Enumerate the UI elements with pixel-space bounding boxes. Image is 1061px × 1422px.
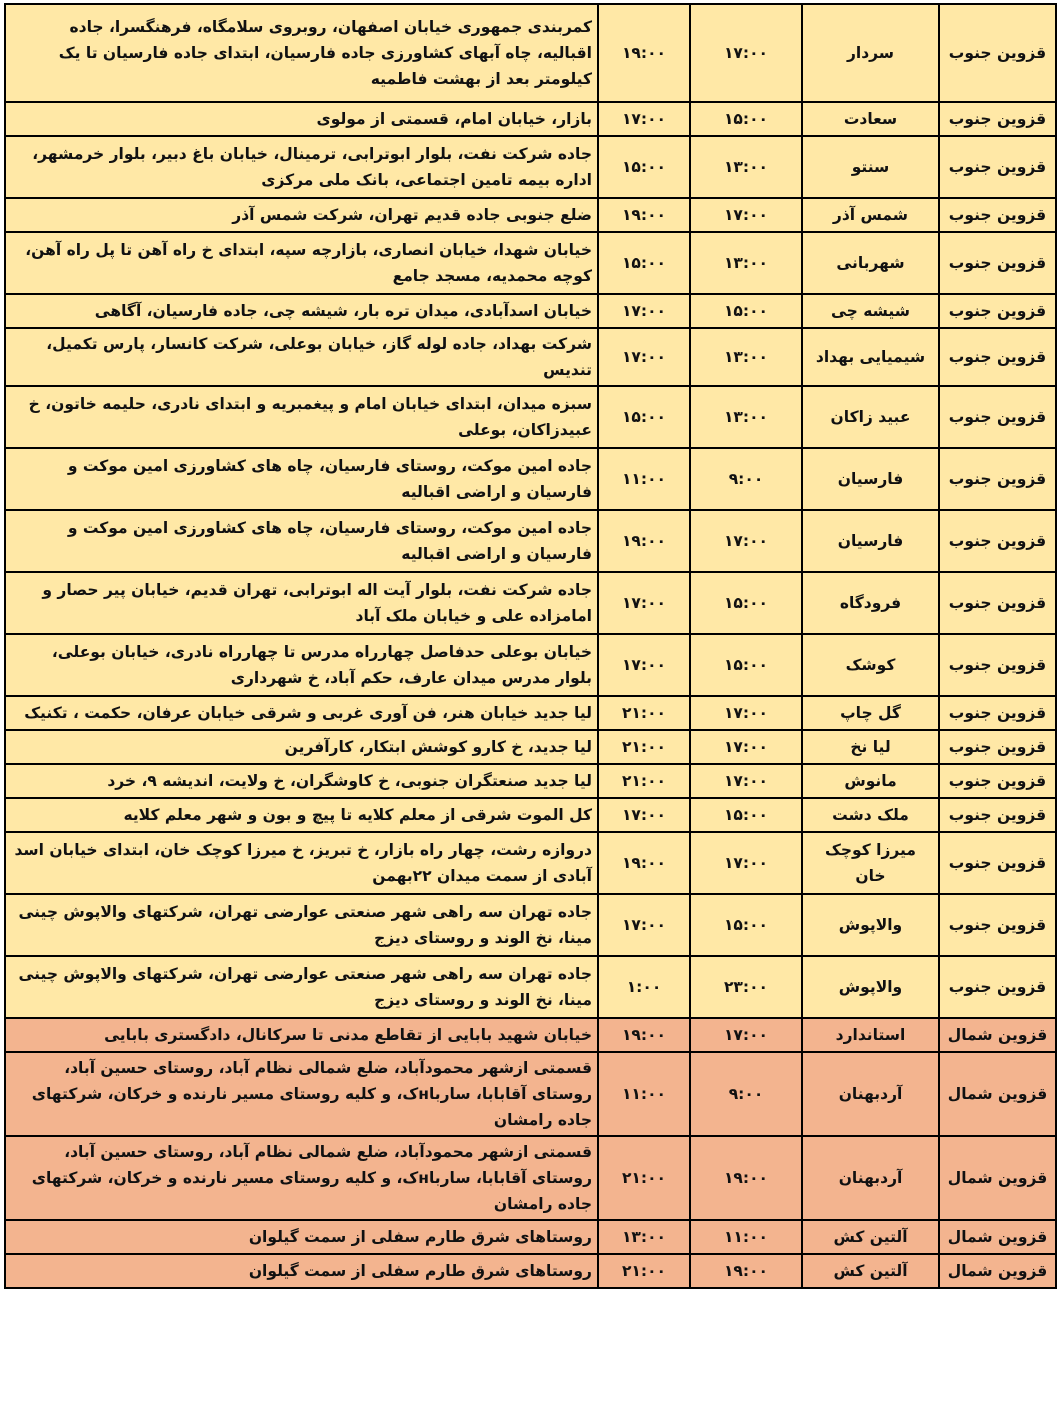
- end-time-cell: ۱:۰۰: [598, 956, 690, 1018]
- description-cell: لیا جدید، خ کارو کوشش ابتکار، کارآفرین: [5, 730, 598, 764]
- description-cell: کل الموت شرقی از معلم کلایه تا پیچ و بون و شهر معلم کلایه: [5, 798, 598, 832]
- region-cell: قزوین جنوب: [939, 198, 1056, 232]
- region-cell: قزوین جنوب: [939, 572, 1056, 634]
- start-time-cell: ۱۷:۰۰: [690, 4, 802, 102]
- description-cell: جاده امین موکت، روستای فارسیان، چاه های کشاورزی امین موکت و فارسیان و اراضی اقبالیه: [5, 448, 598, 510]
- end-time-cell: ۱۷:۰۰: [598, 894, 690, 956]
- start-time-cell: ۱۵:۰۰: [690, 102, 802, 136]
- table-row: [5, 136, 1056, 198]
- region-cell: قزوین جنوب: [939, 798, 1056, 832]
- area-cell: ملک دشت: [802, 798, 939, 832]
- table-row: [5, 198, 1056, 232]
- table-row: [5, 448, 1056, 510]
- area-cell: والاپوش: [802, 956, 939, 1018]
- end-time-cell: ۱۹:۰۰: [598, 510, 690, 572]
- end-time-cell: ۱۵:۰۰: [598, 136, 690, 198]
- start-time-cell: ۱۷:۰۰: [690, 510, 802, 572]
- end-time-cell: ۱۹:۰۰: [598, 198, 690, 232]
- area-cell: شهربانی: [802, 232, 939, 294]
- region-cell: قزوین جنوب: [939, 956, 1056, 1018]
- region-cell: قزوین شمال: [939, 1136, 1056, 1220]
- region-cell: قزوین جنوب: [939, 894, 1056, 956]
- end-time-cell: ۱۷:۰۰: [598, 294, 690, 328]
- region-cell: قزوین شمال: [939, 1018, 1056, 1052]
- start-time-cell: ۱۵:۰۰: [690, 894, 802, 956]
- area-cell: سنتو: [802, 136, 939, 198]
- end-time-cell: ۱۳:۰۰: [598, 1220, 690, 1254]
- start-time-cell: ۱۷:۰۰: [690, 764, 802, 798]
- region-cell: قزوین جنوب: [939, 634, 1056, 696]
- end-time-cell: ۱۱:۰۰: [598, 448, 690, 510]
- table-row: [5, 956, 1056, 1018]
- description-cell: شرکت بهداد، جاده لوله گاز، خیابان بوعلی، شرکت کانسار، پارس تکمیل، تندیس: [5, 328, 598, 386]
- table-row: [5, 328, 1056, 386]
- region-cell: قزوین شمال: [939, 1052, 1056, 1136]
- description-cell: خیابان اسدآبادی، میدان تره بار، شیشه چی، جاده فارسیان، آگاهی: [5, 294, 598, 328]
- area-cell: استاندارد: [802, 1018, 939, 1052]
- table-row: [5, 894, 1056, 956]
- start-time-cell: ۱۳:۰۰: [690, 328, 802, 386]
- end-time-cell: ۱۷:۰۰: [598, 572, 690, 634]
- description-cell: روستاهای شرق طارم سفلی از سمت گیلوان: [5, 1220, 598, 1254]
- area-cell: آردبهنان: [802, 1052, 939, 1136]
- region-cell: قزوین جنوب: [939, 448, 1056, 510]
- start-time-cell: ۱۷:۰۰: [690, 832, 802, 894]
- region-cell: قزوین جنوب: [939, 832, 1056, 894]
- table-row: [5, 634, 1056, 696]
- region-cell: قزوین جنوب: [939, 764, 1056, 798]
- start-time-cell: ۱۳:۰۰: [690, 136, 802, 198]
- area-cell: عبید زاکان: [802, 386, 939, 448]
- area-cell: میرزا کوچک خان: [802, 832, 939, 894]
- description-cell: جاده شرکت نفت، بلوار آیت اله ابوترابی، تهران قدیم، خیابان پیر حصار و امامزاده علی و خیابان ملک آباد: [5, 572, 598, 634]
- end-time-cell: ۲۱:۰۰: [598, 1254, 690, 1288]
- table-row: [5, 1220, 1056, 1254]
- description-cell: جاده تهران سه راهی شهر صنعتی عوارضی تهران، شرکتهای والاپوش چینی مینا، نخ الوند و روستای دیزج: [5, 956, 598, 1018]
- table-row: [5, 1052, 1056, 1136]
- region-cell: قزوین جنوب: [939, 4, 1056, 102]
- table-row: [5, 386, 1056, 448]
- area-cell: فارسیان: [802, 510, 939, 572]
- region-cell: قزوین جنوب: [939, 328, 1056, 386]
- table-row: [5, 832, 1056, 894]
- start-time-cell: ۱۷:۰۰: [690, 730, 802, 764]
- area-cell: آلتین کش: [802, 1254, 939, 1288]
- end-time-cell: ۲۱:۰۰: [598, 730, 690, 764]
- start-time-cell: ۱۵:۰۰: [690, 634, 802, 696]
- description-cell: ضلع جنوبی جاده قدیم تهران، شرکت شمس آذر: [5, 198, 598, 232]
- end-time-cell: ۱۵:۰۰: [598, 232, 690, 294]
- area-cell: آلتین کش: [802, 1220, 939, 1254]
- description-cell: جاده تهران سه راهی شهر صنعتی عوارضی تهران، شرکتهای والاپوش چینی مینا، نخ الوند و روستای دیزج: [5, 894, 598, 956]
- region-cell: قزوین جنوب: [939, 232, 1056, 294]
- start-time-cell: ۱۵:۰۰: [690, 572, 802, 634]
- region-cell: قزوین جنوب: [939, 696, 1056, 730]
- table-row: [5, 232, 1056, 294]
- end-time-cell: ۱۹:۰۰: [598, 832, 690, 894]
- description-cell: سبزه میدان، ابتدای خیابان امام و پیغمبریه و ابتدای نادری، حلیمه خاتون، خ عبیدزاکان، بوعلی: [5, 386, 598, 448]
- start-time-cell: ۱۱:۰۰: [690, 1220, 802, 1254]
- region-cell: قزوین جنوب: [939, 102, 1056, 136]
- end-time-cell: ۱۷:۰۰: [598, 328, 690, 386]
- table-row: [5, 1136, 1056, 1220]
- end-time-cell: ۱۹:۰۰: [598, 1018, 690, 1052]
- table-row: [5, 4, 1056, 102]
- start-time-cell: ۱۳:۰۰: [690, 386, 802, 448]
- region-cell: قزوین جنوب: [939, 386, 1056, 448]
- region-cell: قزوین شمال: [939, 1254, 1056, 1288]
- end-time-cell: ۱۷:۰۰: [598, 634, 690, 696]
- description-cell: قسمتی ازشهر محمودآباد، ضلع شمالی نظام آباد، روستای حسین آباد، روستای آقابابا، سارباнک، و کلیه روستای مسیر نارنده و خرکان، شرکتهای جاده رامشان: [5, 1136, 598, 1220]
- description-cell: لیا جدید خیابان هنر، فن آوری غربی و شرقی خیابان عرفان، حکمت ، تکنیک: [5, 696, 598, 730]
- end-time-cell: ۲۱:۰۰: [598, 1136, 690, 1220]
- start-time-cell: ۱۷:۰۰: [690, 696, 802, 730]
- start-time-cell: ۹:۰۰: [690, 448, 802, 510]
- table-row: [5, 764, 1056, 798]
- region-cell: قزوین جنوب: [939, 136, 1056, 198]
- description-cell: جاده امین موکت، روستای فارسیان، چاه های کشاورزی امین موکت و فارسیان و اراضی اقبالیه: [5, 510, 598, 572]
- end-time-cell: ۱۵:۰۰: [598, 386, 690, 448]
- table-row: [5, 1254, 1056, 1288]
- start-time-cell: ۱۳:۰۰: [690, 232, 802, 294]
- area-cell: گل چاپ: [802, 696, 939, 730]
- area-cell: فرودگاه: [802, 572, 939, 634]
- end-time-cell: ۲۱:۰۰: [598, 764, 690, 798]
- start-time-cell: ۹:۰۰: [690, 1052, 802, 1136]
- end-time-cell: ۱۱:۰۰: [598, 1052, 690, 1136]
- region-cell: قزوین جنوب: [939, 510, 1056, 572]
- area-cell: لیا نخ: [802, 730, 939, 764]
- start-time-cell: ۲۳:۰۰: [690, 956, 802, 1018]
- end-time-cell: ۱۷:۰۰: [598, 798, 690, 832]
- area-cell: مانوش: [802, 764, 939, 798]
- region-cell: قزوین شمال: [939, 1220, 1056, 1254]
- area-cell: شیمیایی بهداد: [802, 328, 939, 386]
- start-time-cell: ۱۷:۰۰: [690, 198, 802, 232]
- table-row: [5, 572, 1056, 634]
- table-row: [5, 696, 1056, 730]
- description-cell: روستاهای شرق طارم سفلی از سمت گیلوان: [5, 1254, 598, 1288]
- description-cell: بازار، خیابان امام، قسمتی از مولوی: [5, 102, 598, 136]
- area-cell: سعادت: [802, 102, 939, 136]
- area-cell: شیشه چی: [802, 294, 939, 328]
- description-cell: خیابان شهدا، خیابان انصاری، بازارچه سپه، ابتدای خ راه آهن تا پل راه آهن، کوچه محمدیه، مسجد جامع: [5, 232, 598, 294]
- table-body: [5, 4, 1056, 1288]
- table-row: [5, 294, 1056, 328]
- description-cell: قسمتی ازشهر محمودآباد، ضلع شمالی نظام آباد، روستای حسین آباد، روستای آقابابا، سارباнک، و کلیه روستای مسیر نارنده و خرکان، شرکتهای جاده رامشان: [5, 1052, 598, 1136]
- area-cell: شمس آذر: [802, 198, 939, 232]
- table-row: [5, 798, 1056, 832]
- description-cell: خیابان شهید بابایی از تقاطع مدنی تا سرکانال، دادگستری بابایی: [5, 1018, 598, 1052]
- description-cell: خیابان بوعلی حدفاصل چهارراه مدرس تا چهارراه نادری، خیابان بوعلی، بلوار مدرس میدان عارف، حکم آباد، خ شهرداری: [5, 634, 598, 696]
- description-cell: کمربندی جمهوری خیابان اصفهان، روبروی سلامگاه، فرهنگسرا، جاده اقبالیه، چاه آبهای کشاورزی جاده فارسیان، ابتدای جاده فارسیان تا یک کیلومتر بعد از بهشت فاطمیه: [5, 4, 598, 102]
- end-time-cell: ۱۹:۰۰: [598, 4, 690, 102]
- area-cell: والاپوش: [802, 894, 939, 956]
- area-cell: آردبهنان: [802, 1136, 939, 1220]
- start-time-cell: ۱۵:۰۰: [690, 294, 802, 328]
- region-cell: قزوین جنوب: [939, 730, 1056, 764]
- table-row: [5, 102, 1056, 136]
- description-cell: دروازه رشت، چهار راه بازار، خ تبریز، خ میرزا کوچک خان، ابتدای خیابان اسد آبادی از سمت میدان ۲۲بهمن: [5, 832, 598, 894]
- start-time-cell: ۱۵:۰۰: [690, 798, 802, 832]
- table-row: [5, 510, 1056, 572]
- start-time-cell: ۱۷:۰۰: [690, 1018, 802, 1052]
- outage-schedule-table: [4, 3, 1057, 1289]
- area-cell: کوشک: [802, 634, 939, 696]
- description-cell: لیا جدید صنعتگران جنوبی، خ کاوشگران، خ ولایت، اندیشه ۹، خرد: [5, 764, 598, 798]
- table-row: [5, 1018, 1056, 1052]
- region-cell: قزوین جنوب: [939, 294, 1056, 328]
- area-cell: فارسیان: [802, 448, 939, 510]
- table-row: [5, 730, 1056, 764]
- end-time-cell: ۲۱:۰۰: [598, 696, 690, 730]
- end-time-cell: ۱۷:۰۰: [598, 102, 690, 136]
- area-cell: سردار: [802, 4, 939, 102]
- description-cell: جاده شرکت نفت، بلوار ابوترابی، ترمینال، خیابان باغ دبیر، بلوار خرمشهر، اداره بیمه تامین اجتماعی، بانک ملی مرکزی: [5, 136, 598, 198]
- start-time-cell: ۱۹:۰۰: [690, 1254, 802, 1288]
- start-time-cell: ۱۹:۰۰: [690, 1136, 802, 1220]
